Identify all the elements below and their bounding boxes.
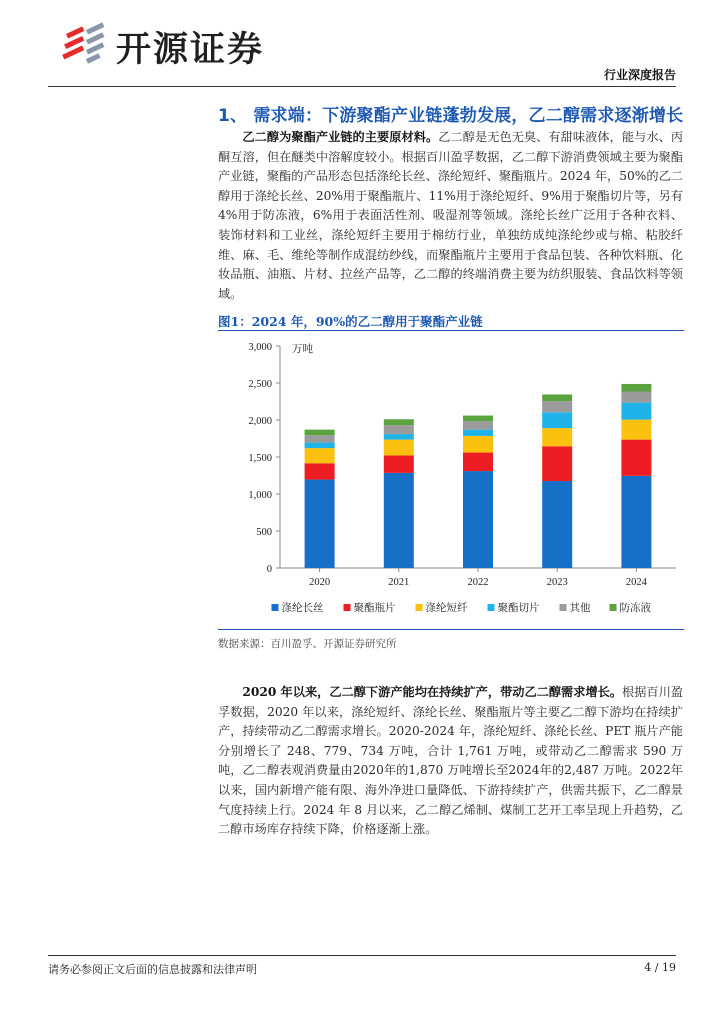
bar-segment [463,471,493,568]
paragraph-1-body: 乙二醇是无色无臭、有甜味液体，能与水、丙酮互溶，但在醚类中溶解度较小。根据百川盈孚数据，乙二醇下游消费领域主要为聚酯产业链，聚酯的产品形态包括涤纶长丝、涤纶短纤、聚酯瓶片。2024 年，50%的乙二醇用于涤纶长丝、20%用于聚酯瓶片、11%用于涤纶短纤、9%用于聚酯切片等，另有 4%用于防冻液，6%用于表面活性剂、吸湿剂等领域。涤纶长丝广泛用于各种衣料、装饰材料和工业丝，涤纶短纤主要用于棉纺行业，单独纺成纯涤纶纱或与棉、粘胶纤维、麻、毛、维纶等制作成混纺纱线，而聚酯瓶片主要用于食品包装、各种饮料瓶、化妆品瓶、油瓶、片材、拉丝产品等，乙二醇的终端消费主要为纺织服装、食品饮料等领域。 [218,130,684,301]
bar-segment [542,412,572,428]
page-number: 4 / 19 [644,961,676,974]
bar-segment [305,480,335,568]
x-tick-label: 2020 [309,577,331,588]
legend-swatch [344,604,351,611]
y-tick-label: 500 [256,527,272,538]
bar-segment [463,421,493,430]
stacked-bar-chart [218,333,684,629]
y-tick-label: 1,000 [248,490,272,501]
bar-segment [621,392,651,403]
paragraph-1 [218,128,683,304]
bar-segment [621,420,651,440]
bar-segment [305,443,335,449]
legend-swatch [272,604,279,611]
paragraph-2-lead: 2020 年以来，乙二醇下游产能均在持续扩产，带动乙二醇需求增长。 [242,685,623,699]
y-axis-unit-label: 万吨 [292,344,313,355]
x-tick-label: 2022 [467,577,489,588]
x-tick-label: 2024 [625,577,647,588]
bar-segment [463,436,493,453]
legend-swatch [610,604,617,611]
figure-title: 图1：2024 年，90%的乙二醇用于聚酯产业链 [218,314,483,329]
y-tick-label: 3,000 [248,342,272,353]
y-tick-label: 1,500 [248,453,272,464]
brand-name: 开源证券 [116,30,265,70]
header-divider [48,86,676,87]
legend-label: 涤纶长丝 [281,603,324,614]
y-tick-label: 0 [266,564,272,575]
bar-segment [463,453,493,472]
bar-segment [542,394,572,401]
y-tick-label: 2,000 [248,416,272,427]
paragraph-2 [218,683,683,840]
bar-segment [305,463,335,479]
bar-segment [305,430,335,436]
legend-swatch [560,604,567,611]
bar-segment [621,476,651,568]
footer-disclaimer: 请务必参阅正文后面的信息披露和法律声明 [48,963,257,976]
legend-label: 防冻液 [619,603,651,614]
footer-divider [48,955,676,956]
bar-segment [542,446,572,481]
brand-mark-icon [60,20,110,68]
bar-segment [542,481,572,568]
bar-segment [384,419,414,425]
bar-segment [463,430,493,436]
y-tick-label: 2,500 [248,379,272,390]
legend-swatch [416,604,423,611]
bar-segment [621,403,651,420]
bar-segment [305,448,335,463]
figure-bottom-rule [218,629,684,630]
x-tick-label: 2021 [388,577,410,588]
figure-source: 数据来源：百川盈孚、开源证券研究所 [218,638,397,650]
section-title: 1、 需求端：下游聚酯产业链蓬勃发展，乙二醇需求逐渐增长 [218,106,684,126]
bar-segment [384,456,414,473]
chart-canvas [218,333,684,629]
figure-top-rule [218,330,684,331]
x-tick-label: 2023 [546,577,568,588]
bar-segment [384,440,414,456]
legend-swatch [488,604,495,611]
brand-logo [60,20,300,70]
bar-segment [463,416,493,422]
report-type-label: 行业深度报告 [603,68,676,82]
bar-segment [621,440,651,476]
bar-segment [384,425,414,434]
bar-segment [542,428,572,446]
bar-segment [621,384,651,392]
legend-label: 涤纶短纤 [425,603,468,614]
bar-segment [384,473,414,568]
bar-segment [305,435,335,442]
legend-label: 聚酯瓶片 [353,603,396,614]
paragraph-2-body: 根据百川盈孚数据，2020 年以来，涤纶短纤、涤纶长丝、聚酯瓶片等主要乙二醇下游均在持续扩产，持续带动乙二醇需求增长。2020-2024 年，涤纶短纤、涤纶长丝、PET 瓶片产能分别增长了 248、779、734 万吨，合计 1,761 万吨，或带动乙二醇需求 590 万吨，乙二醇表观消费量由2020年的1,870 万吨增长至2024年的2,487 万吨。2022年以来，国内新增产能有限、海外净进口量降低、下游持续扩产，供需共振下，乙二醇景气度持续上行。2024 年 8 月以来，乙二醇乙烯制、煤制工艺开工率呈现上升趋势，乙二醇市场库存持续下降，价格逐渐上涨。 [218,685,683,837]
paragraph-1-lead: 乙二醇为聚酯产业链的主要原材料。 [242,130,439,144]
bar-segment [542,401,572,412]
bar-segment [384,434,414,440]
legend-label: 聚酯切片 [497,603,540,614]
legend-label: 其他 [569,603,591,614]
